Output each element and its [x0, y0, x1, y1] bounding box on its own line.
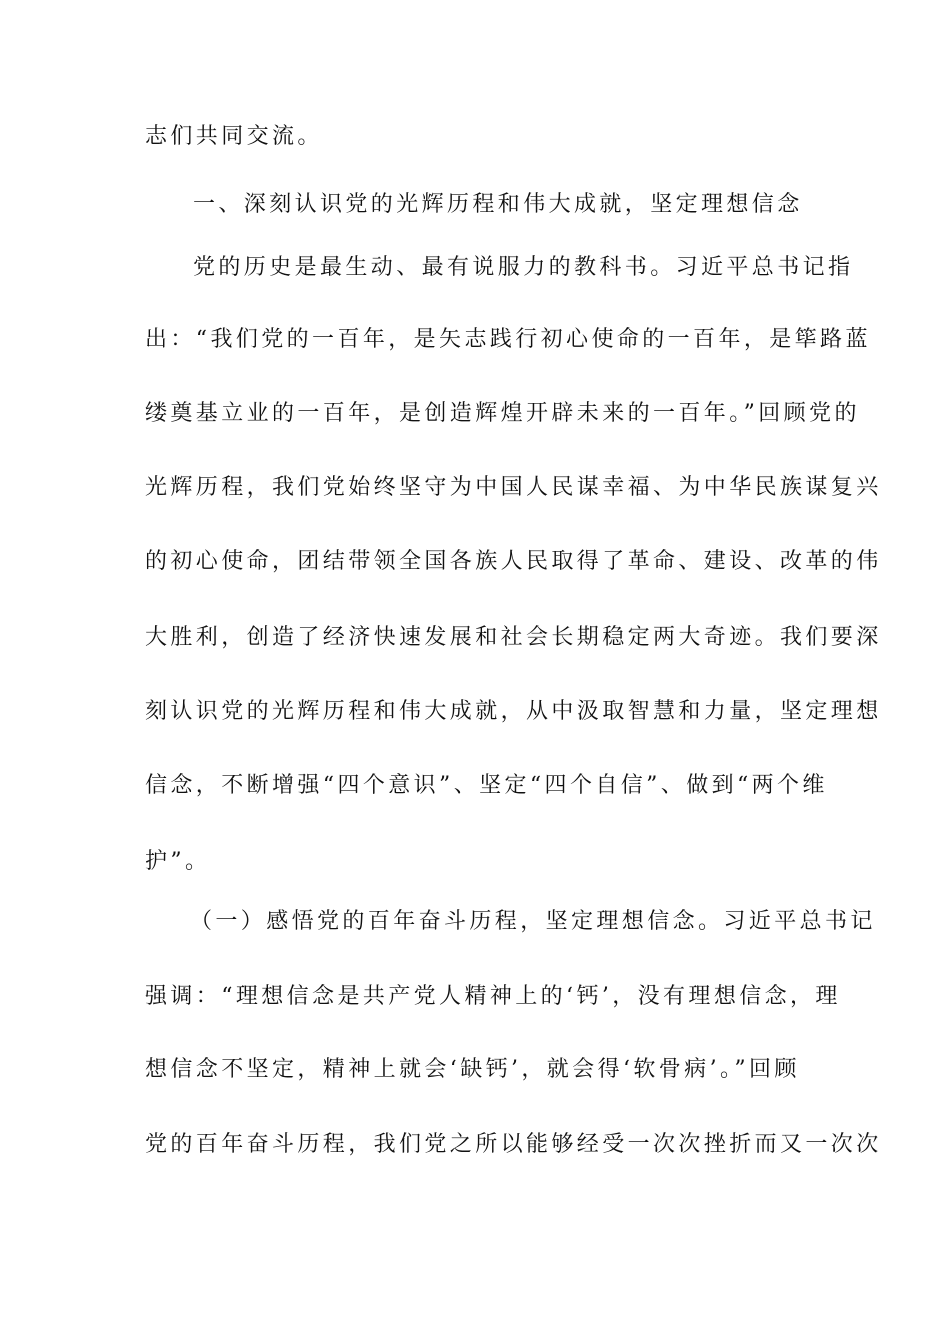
paragraph-line: 出：“我们党的一百年，是矢志践行初心使命的一百年，是筚路蓝 — [145, 327, 871, 352]
paragraph-line: 大胜利，创造了经济快速发展和社会长期稳定两大奇迹。我们要深 — [145, 625, 882, 650]
paragraph-line: 想信念不坚定，精神上就会‘缺钙’，就会得‘软骨病’。”回顾 — [145, 1057, 800, 1082]
paragraph-line: 缕奠基立业的一百年，是创造辉煌开辟未来的一百年。”回顾党的 — [145, 401, 860, 426]
paragraph-line: 护”。 — [145, 849, 211, 874]
paragraph-line: 党的历史是最生动、最有说服力的教科书。习近平总书记指 — [193, 255, 854, 280]
subsection-line: （一）感悟党的百年奋斗历程，坚定理想信念。习近平总书记 — [190, 909, 876, 934]
paragraph-line: 的初心使命，团结带领全国各族人民取得了革命、建设、改革的伟 — [145, 549, 882, 574]
paragraph-line: 信念，不断增强“四个意识”、坚定“四个自信”、做到“两个维 — [145, 773, 828, 798]
paragraph-line: 志们共同交流。 — [145, 124, 323, 149]
paragraph-line: 党的百年奋斗历程，我们党之所以能够经受一次次挫折而又一次次 — [145, 1132, 882, 1157]
paragraph-line: 光辉历程，我们党始终坚守为中国人民谋幸福、为中华民族谋复兴 — [145, 475, 882, 500]
paragraph-line: 强调：“理想信念是共产党人精神上的‘钙’，没有理想信念，理 — [145, 984, 841, 1009]
section-heading: 一、深刻认识党的光辉历程和伟大成就，坚定理想信念 — [193, 192, 803, 217]
paragraph-line: 刻认识党的光辉历程和伟大成就，从中汲取智慧和力量，坚定理想 — [145, 699, 882, 724]
